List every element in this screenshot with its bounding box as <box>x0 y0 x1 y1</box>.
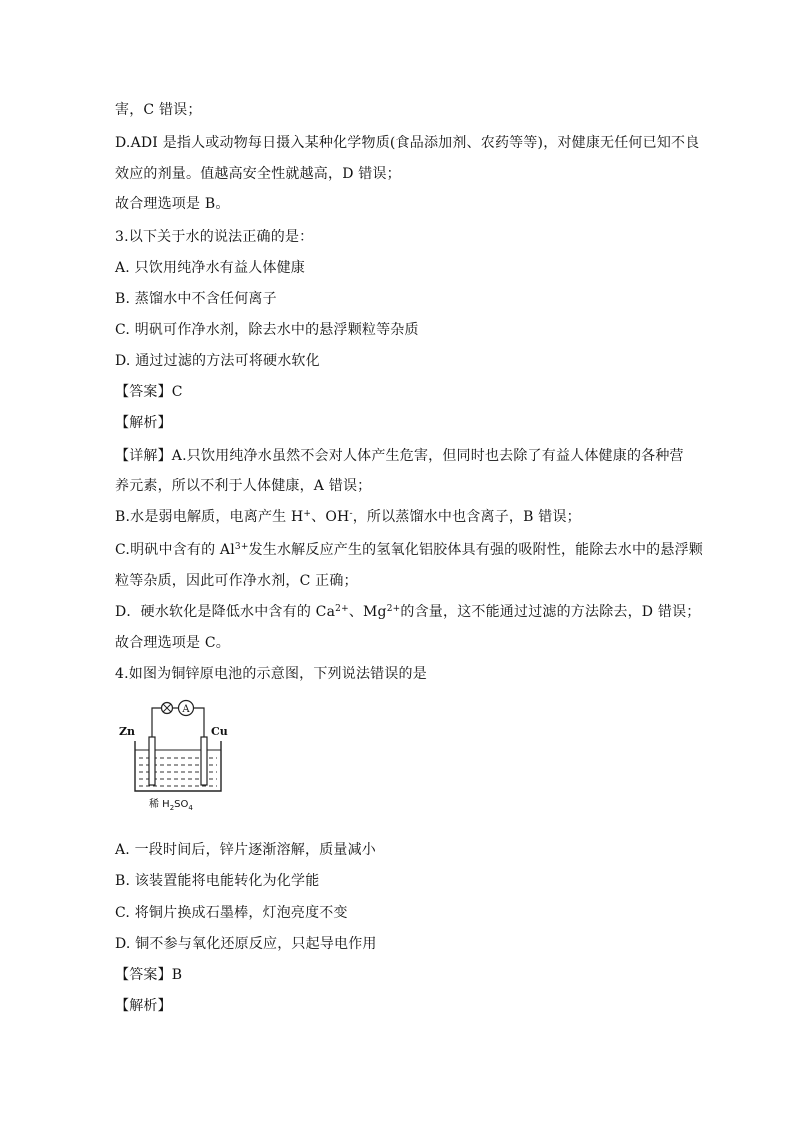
zinc-electrode <box>149 737 155 785</box>
superscript: 2+ <box>386 604 401 614</box>
option-d: D. 铜不参与氧化还原反应，只起导电作用 <box>115 936 377 952</box>
question-3-stem: 3.以下关于水的说法正确的是： <box>115 229 314 245</box>
text-segment: 的含量，这不能通过过滤的方法除去，D 错误； <box>400 604 701 620</box>
text-line: D.ADI 是指人或动物每日摄入某种化学物质(食品添加剂、农药等等)，对健康无任何已知不良 <box>115 135 700 151</box>
text-line: 害，C 错误； <box>115 102 202 118</box>
analysis-label: 【解析】 <box>115 415 172 431</box>
text-segment: D．硬水软化是降低水中含有的 Ca <box>115 604 336 620</box>
copper-electrode <box>201 737 207 785</box>
wire-right <box>194 708 204 737</box>
ammeter-icon <box>179 701 194 716</box>
caption-subscript: 4 <box>188 804 193 812</box>
galvanic-cell-diagram <box>115 695 235 813</box>
option-b: B. 蒸馏水中不含任何离子 <box>115 291 277 307</box>
text-line: 粒等杂质，因此可作净水剂，C 正确； <box>115 573 358 589</box>
cu-electrode-label: Cu <box>211 725 228 738</box>
galvanic-cell-svg <box>115 695 235 813</box>
superscript: - <box>349 509 353 519</box>
text-segment: 发生水解反应产生的氢氧化铝胶体具有强的吸附性，能除去水中的悬浮颗 <box>248 542 703 558</box>
text-line <box>115 507 581 527</box>
text-line: 故合理选项是 C。 <box>115 635 230 651</box>
text-line: 【详解】A.只饮用纯净水虽然不会对人体产生危害，但同时也去除了有益人体健康的各种营 <box>115 448 684 464</box>
zn-electrode-label: Zn <box>119 725 136 738</box>
electrolyte-caption <box>149 797 193 812</box>
beaker <box>135 741 221 791</box>
option-d: D. 通过过滤的方法可将硬水软化 <box>115 353 320 369</box>
superscript: 3+ <box>234 542 249 552</box>
option-a: A. 一段时间后，锌片逐渐溶解，质量减小 <box>115 842 377 858</box>
text-line: 故合理选项是 B。 <box>115 196 230 212</box>
question-4-stem: 4.如图为铜锌原电池的示意图，下列说法错误的是 <box>115 666 427 682</box>
ammeter-label: A <box>182 704 190 715</box>
text-segment: 、Mg <box>348 604 387 620</box>
option-c: C. 明矾可作净水剂，除去水中的悬浮颗粒等杂质 <box>115 322 419 338</box>
option-c: C. 将铜片换成石墨棒，灯泡亮度不变 <box>115 905 348 921</box>
option-a: A. 只饮用纯净水有益人体健康 <box>115 260 306 276</box>
text-line: 养元素，所以不利于人体健康，A 错误； <box>115 478 372 494</box>
text-segment: B.水是弱电解质，电离产生 H <box>115 509 304 525</box>
caption-part: 稀 H <box>149 799 170 810</box>
text-line: 效应的剂量。值越高安全性就越高，D 错误； <box>115 166 401 182</box>
caption-part: SO <box>174 799 189 810</box>
caption-subscript: 2 <box>169 804 175 812</box>
answer-label: 【答案】B <box>115 967 183 983</box>
text-line <box>115 602 700 622</box>
text-line <box>115 540 703 560</box>
analysis-label: 【解析】 <box>115 998 172 1014</box>
text-segment: ，所以蒸馏水中也含离子，B 错误； <box>352 509 581 525</box>
answer-label: 【答案】C <box>115 384 183 400</box>
text-segment: 、OH <box>311 509 350 525</box>
superscript: + <box>303 509 312 519</box>
bulb-icon <box>162 703 173 714</box>
option-b: B. 该装置能将电能转化为化学能 <box>115 873 320 889</box>
wire-left <box>152 708 162 737</box>
text-segment: C.明矾中含有的 Al <box>115 542 235 558</box>
superscript: 2+ <box>335 604 349 614</box>
